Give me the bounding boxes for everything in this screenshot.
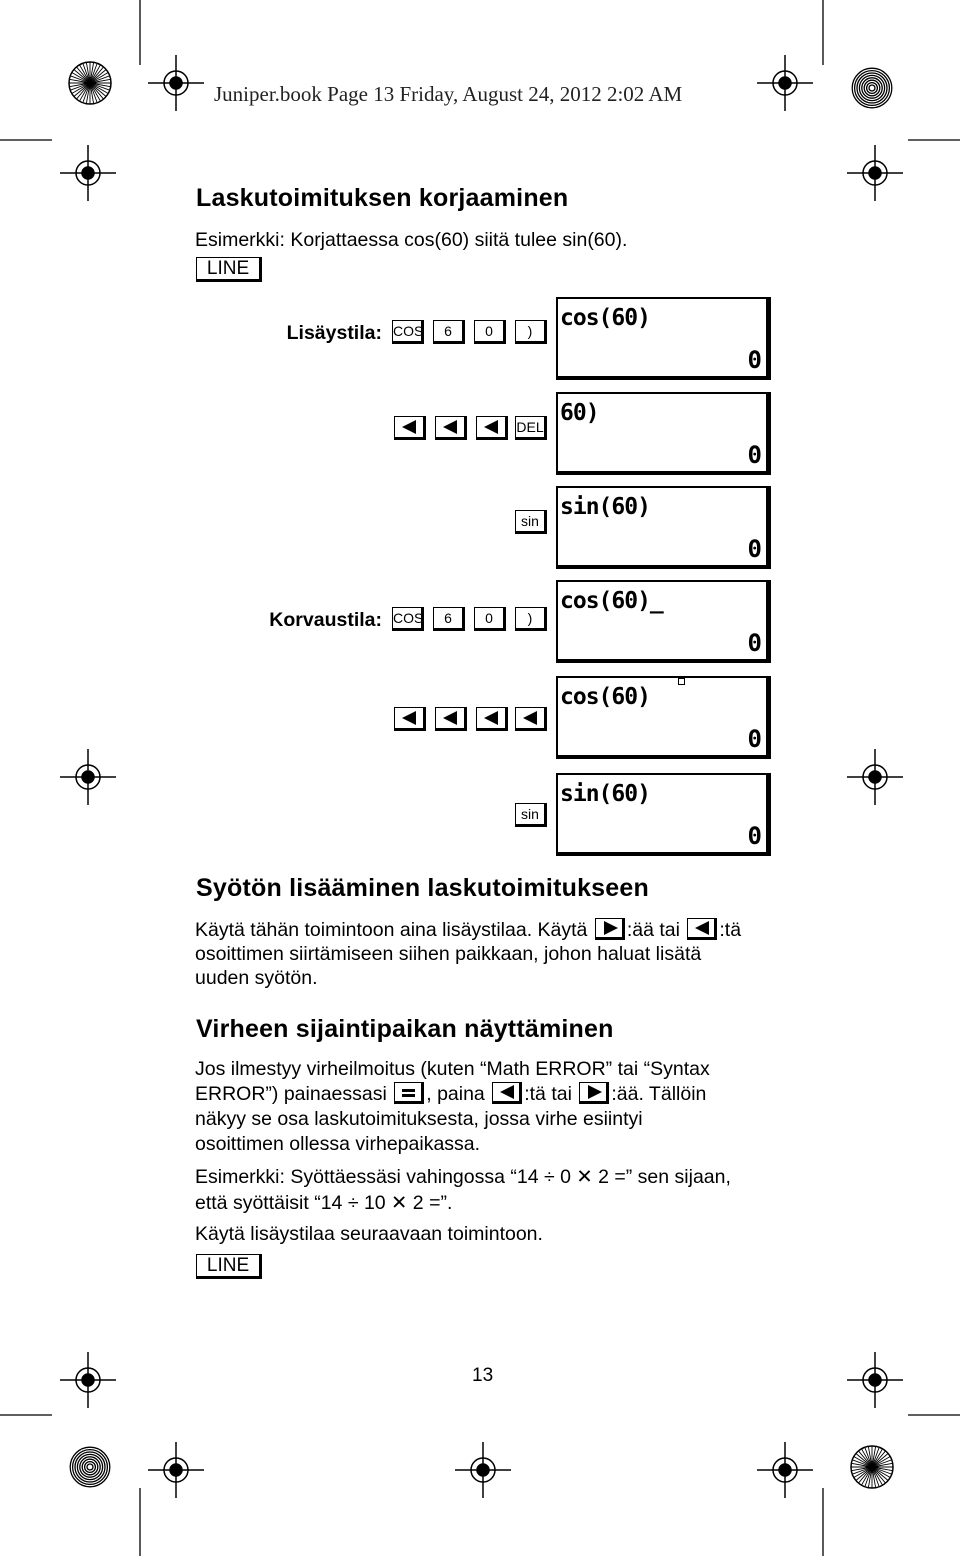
close-paren-key: ) bbox=[515, 607, 547, 631]
right-arrow-key bbox=[579, 1082, 609, 1104]
registration-mark-icon bbox=[847, 749, 903, 805]
note-line: Käytä lisäystilaa seuraavaan toimintoon. bbox=[195, 1223, 543, 1245]
registration-mark-icon bbox=[847, 1352, 903, 1408]
left-arrow-key bbox=[435, 707, 467, 731]
registration-mark-icon bbox=[148, 55, 204, 111]
ring-target-icon bbox=[70, 1447, 110, 1487]
calculator-display bbox=[556, 676, 771, 759]
display-expression: sin(60) bbox=[560, 781, 650, 807]
calculator-display bbox=[556, 297, 771, 380]
paragraph-line: uuden syötön. bbox=[195, 967, 318, 989]
sin-key: sin bbox=[515, 510, 547, 534]
replace-mode-label: Korvaustila: bbox=[269, 609, 382, 631]
paragraph-line: näkyy se osa laskutoimituksesta, jossa virhe esiintyi bbox=[195, 1108, 643, 1130]
registration-mark-icon bbox=[847, 145, 903, 201]
star-target-icon bbox=[69, 62, 111, 104]
print-header: Juniper.book Page 13 Friday, August 24, 2012 2:02 AM bbox=[214, 82, 683, 106]
calculator-display bbox=[556, 773, 771, 856]
display-expression: 60) bbox=[560, 400, 599, 426]
registration-mark-icon bbox=[757, 55, 813, 111]
line-mode-badge: LINE bbox=[196, 1254, 262, 1279]
cos-key: COS bbox=[392, 320, 424, 344]
section-title-insert: Syötön lisääminen laskutoimitukseen bbox=[196, 874, 649, 902]
paragraph-line: osoittimen ollessa virhepaikassa. bbox=[195, 1133, 481, 1155]
calculator-display bbox=[556, 580, 771, 663]
paragraph-line: ERROR”) painaessasi , paina :tä tai :ää. Tällöin bbox=[195, 1083, 707, 1105]
left-arrow-key bbox=[394, 707, 426, 731]
paragraph-line: Käytä tähän toimintoon aina lisäystilaa. Käytä :ää tai :tä bbox=[195, 919, 742, 941]
star-target-icon bbox=[851, 1446, 893, 1488]
left-arrow-key bbox=[476, 416, 508, 440]
del-key: DEL bbox=[515, 416, 547, 440]
left-arrow-key bbox=[435, 416, 467, 440]
cos-key: COS bbox=[392, 607, 424, 631]
display-expression: sin(60) bbox=[560, 494, 650, 520]
registration-mark-icon bbox=[757, 1442, 813, 1498]
calculator-display bbox=[556, 392, 771, 475]
section-title-correction: Laskutoimituksen korjaaminen bbox=[196, 184, 569, 212]
display-result: 0 bbox=[747, 535, 762, 563]
zero-key: 0 bbox=[474, 607, 506, 631]
six-key: 6 bbox=[433, 607, 465, 631]
left-arrow-key bbox=[394, 416, 426, 440]
display-result: 0 bbox=[747, 629, 762, 657]
six-key: 6 bbox=[433, 320, 465, 344]
line-mode-badge: LINE bbox=[196, 257, 262, 282]
zero-key: 0 bbox=[474, 320, 506, 344]
paragraph-line: osoittimen siirtämiseen siihen paikkaan, johon haluat lisätä bbox=[195, 943, 702, 965]
close-paren-key: ) bbox=[515, 320, 547, 344]
registration-mark-icon bbox=[455, 1442, 511, 1498]
insert-mode-label: Lisäystila: bbox=[286, 322, 382, 344]
sin-key: sin bbox=[515, 803, 547, 827]
left-arrow-key bbox=[492, 1082, 522, 1104]
registration-mark-icon bbox=[60, 749, 116, 805]
page-number: 13 bbox=[472, 1365, 494, 1386]
paragraph-line: Jos ilmestyy virheilmoitus (kuten “Math ERROR” tai “Syntax bbox=[195, 1058, 710, 1080]
registration-mark-icon bbox=[60, 1352, 116, 1408]
section-title-error: Virheen sijaintipaikan näyttäminen bbox=[196, 1015, 614, 1043]
ring-target-icon bbox=[852, 68, 892, 108]
display-result: 0 bbox=[747, 822, 762, 850]
display-expression: cos(60) bbox=[560, 305, 650, 331]
example-line: että syöttäisit “14 ÷ 10 ✕ 2 =”. bbox=[195, 1192, 453, 1214]
example-text: Esimerkki: Korjattaessa cos(60) siitä tulee sin(60). bbox=[195, 229, 628, 251]
left-arrow-key bbox=[515, 707, 547, 731]
insert-mode-indicator-icon bbox=[678, 678, 685, 685]
display-expression: cos(60) bbox=[560, 684, 650, 710]
registration-mark-icon bbox=[148, 1442, 204, 1498]
equals-key bbox=[394, 1082, 424, 1104]
left-arrow-key bbox=[687, 918, 717, 940]
registration-mark-icon bbox=[60, 145, 116, 201]
example-line: Esimerkki: Syöttäessäsi vahingossa “14 ÷ 0 ✕ 2 =” sen sijaan, bbox=[195, 1166, 731, 1188]
display-result: 0 bbox=[747, 441, 762, 469]
right-arrow-key bbox=[595, 918, 625, 940]
calculator-display bbox=[556, 486, 771, 569]
display-result: 0 bbox=[747, 346, 762, 374]
display-result: 0 bbox=[747, 725, 762, 753]
display-expression: cos(60)_ bbox=[560, 588, 663, 614]
left-arrow-key bbox=[476, 707, 508, 731]
